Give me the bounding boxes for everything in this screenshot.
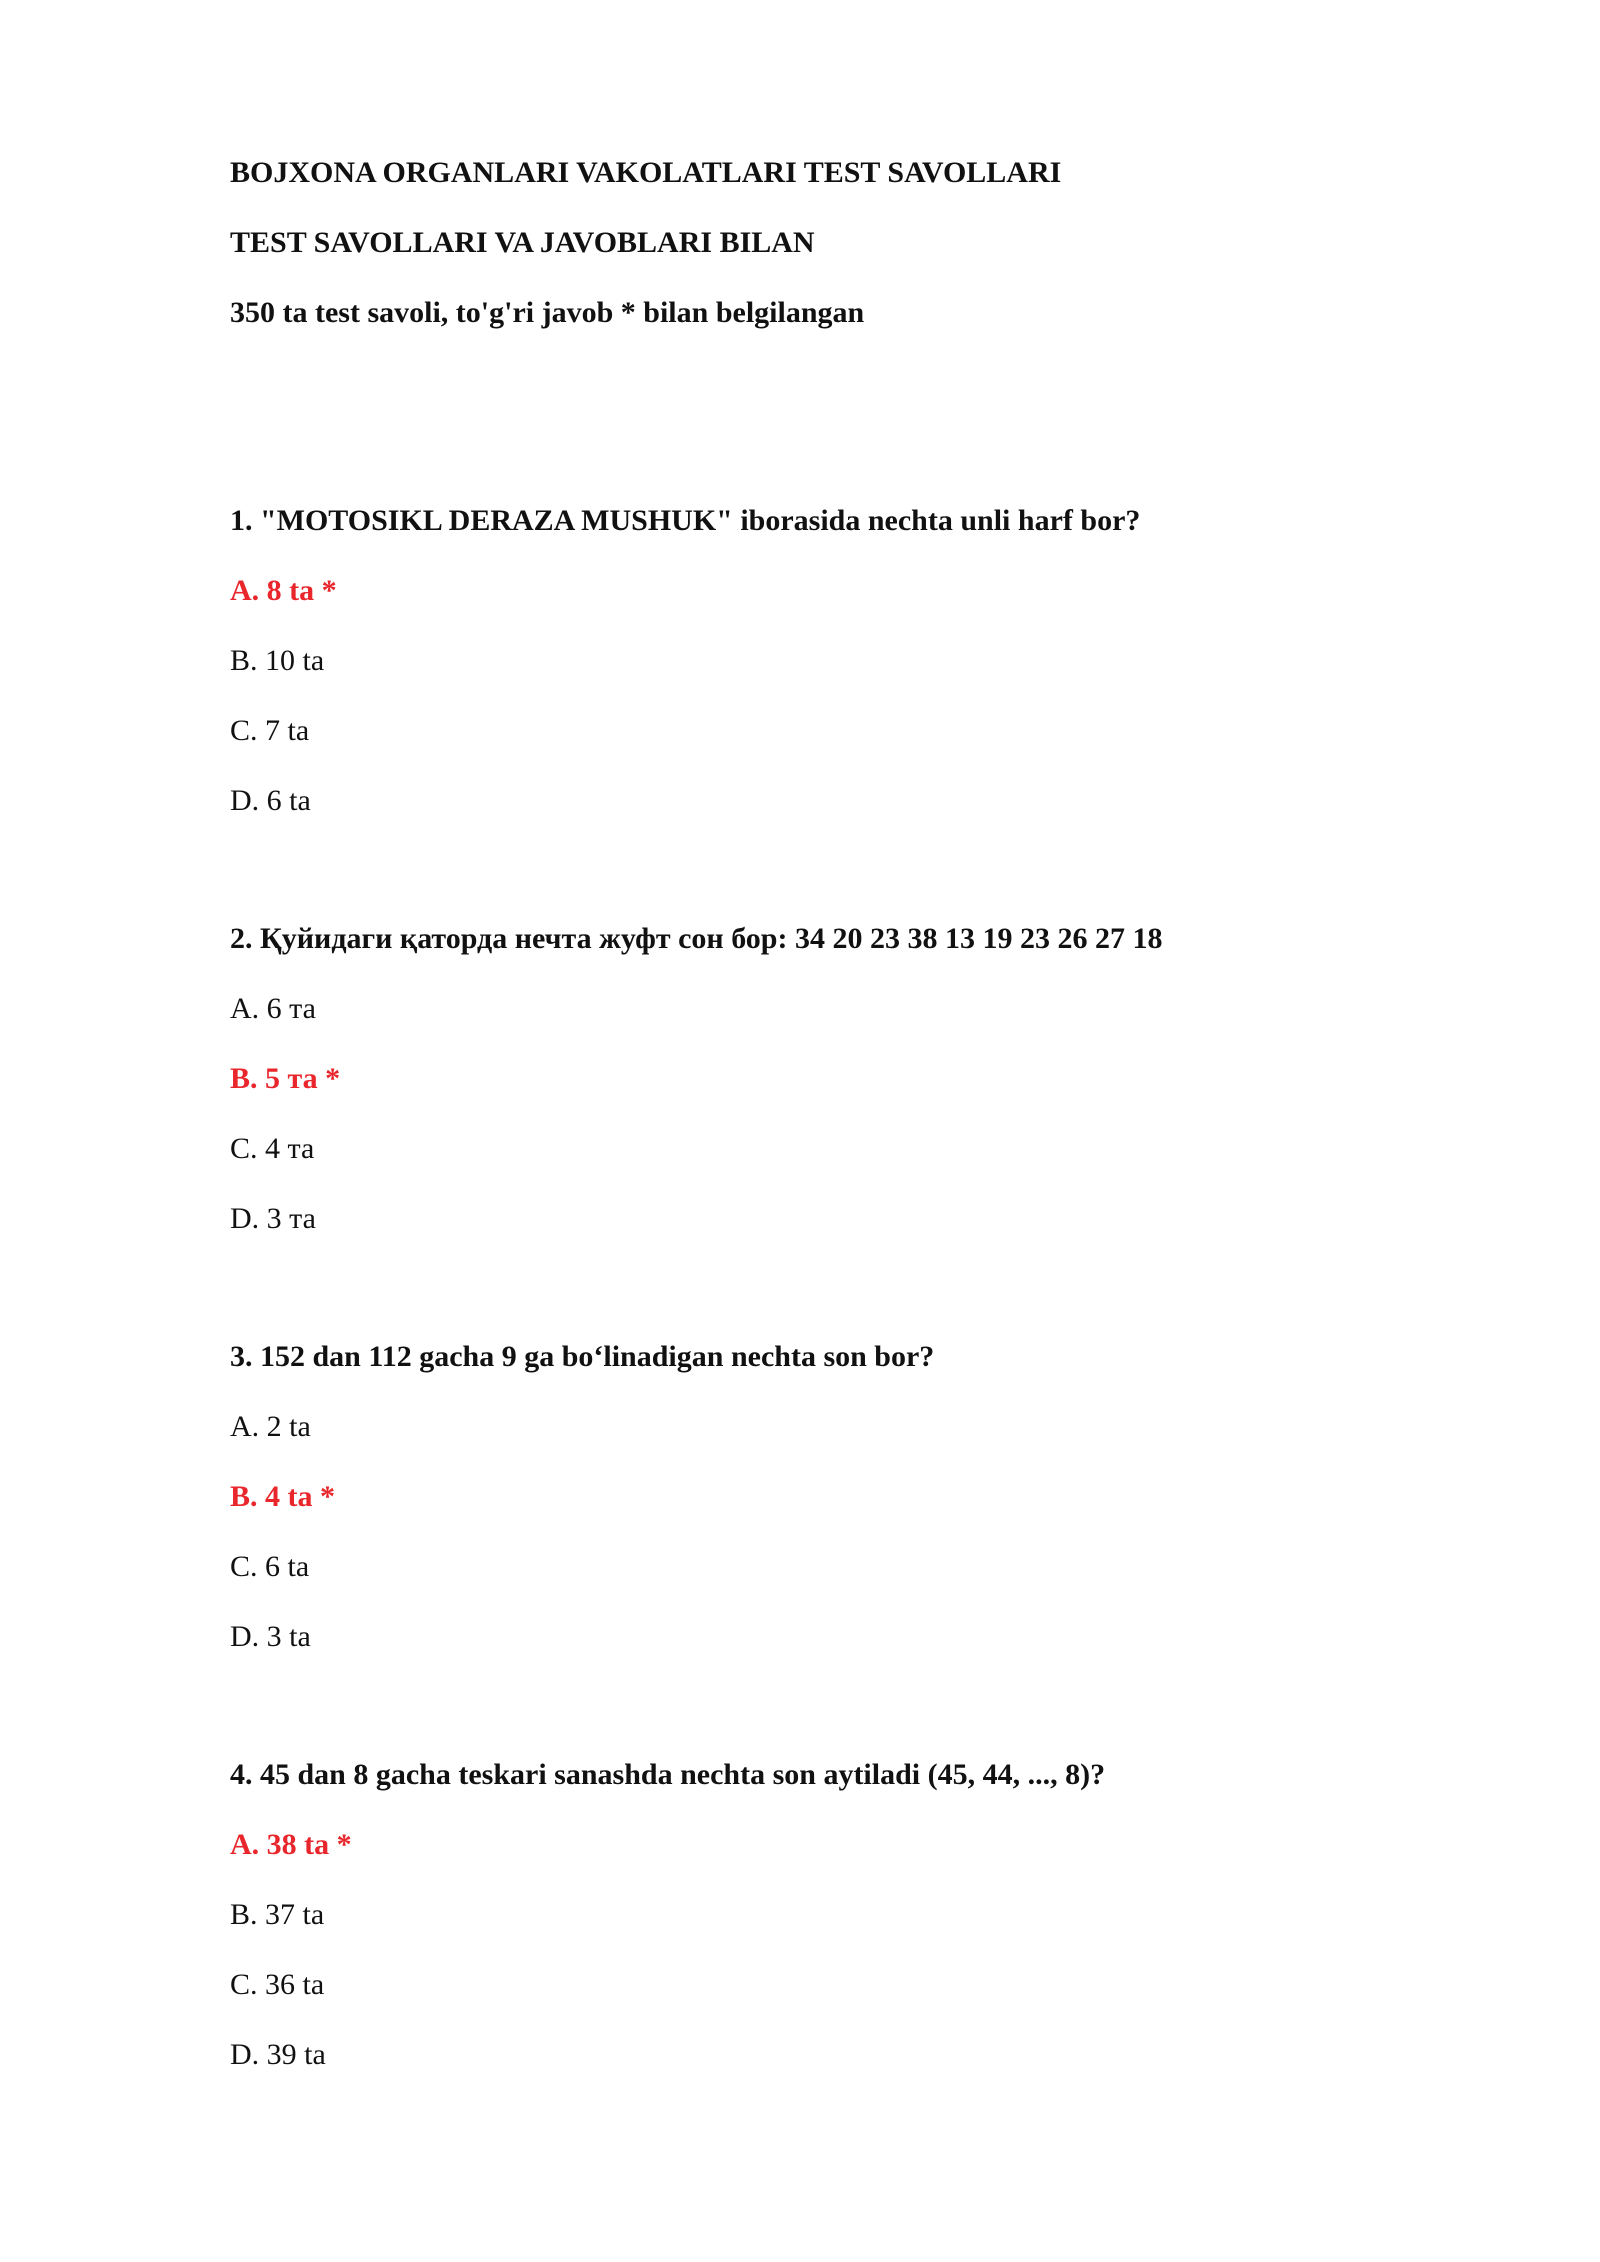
answer-option-d: D. 6 ta <box>230 784 311 817</box>
question-text: 2. Қуйидаги қаторда нечта жуфт сон бор: 34 20 23 38 13 19 23 26 27 18 <box>230 922 1163 955</box>
document-title: BOJXONA ORGANLARI VAKOLATLARI TEST SAVOLLARI <box>230 156 1062 189</box>
answer-option-d: D. 3 ta <box>230 1620 311 1653</box>
question-text: 3. 152 dan 112 gacha 9 ga bo‘linadigan nechta son bor? <box>230 1340 935 1373</box>
answer-option-c: C. 4 та <box>230 1132 315 1165</box>
answer-option-c: C. 6 ta <box>230 1550 310 1583</box>
answer-option-b: B. 37 ta <box>230 1898 325 1931</box>
document-note: 350 ta test savoli, to'g'ri javob * bilan belgilangan <box>230 296 865 329</box>
answer-option-c: C. 36 ta <box>230 1968 325 2001</box>
answer-option-a: A. 6 та <box>230 992 316 1025</box>
document-subtitle: TEST SAVOLLARI VA JAVOBLARI BILAN <box>230 226 815 259</box>
question-text: 4. 45 dan 8 gacha teskari sanashda nechta son aytiladi (45, 44, ..., 8)? <box>230 1758 1106 1791</box>
answer-option-b: B. 4 ta * <box>230 1480 335 1513</box>
answer-option-a: A. 2 ta <box>230 1410 311 1443</box>
answer-option-a: A. 38 ta * <box>230 1828 352 1861</box>
answer-option-b: B. 5 та * <box>230 1062 341 1095</box>
answer-option-c: C. 7 ta <box>230 714 310 747</box>
answer-option-d: D. 3 та <box>230 1202 316 1235</box>
question-text: 1. "MOTOSIKL DERAZA MUSHUK" iborasida nechta unli harf bor? <box>230 504 1141 537</box>
answer-option-d: D. 39 ta <box>230 2038 326 2071</box>
answer-option-b: B. 10 ta <box>230 644 325 677</box>
answer-option-a: A. 8 ta * <box>230 574 337 607</box>
